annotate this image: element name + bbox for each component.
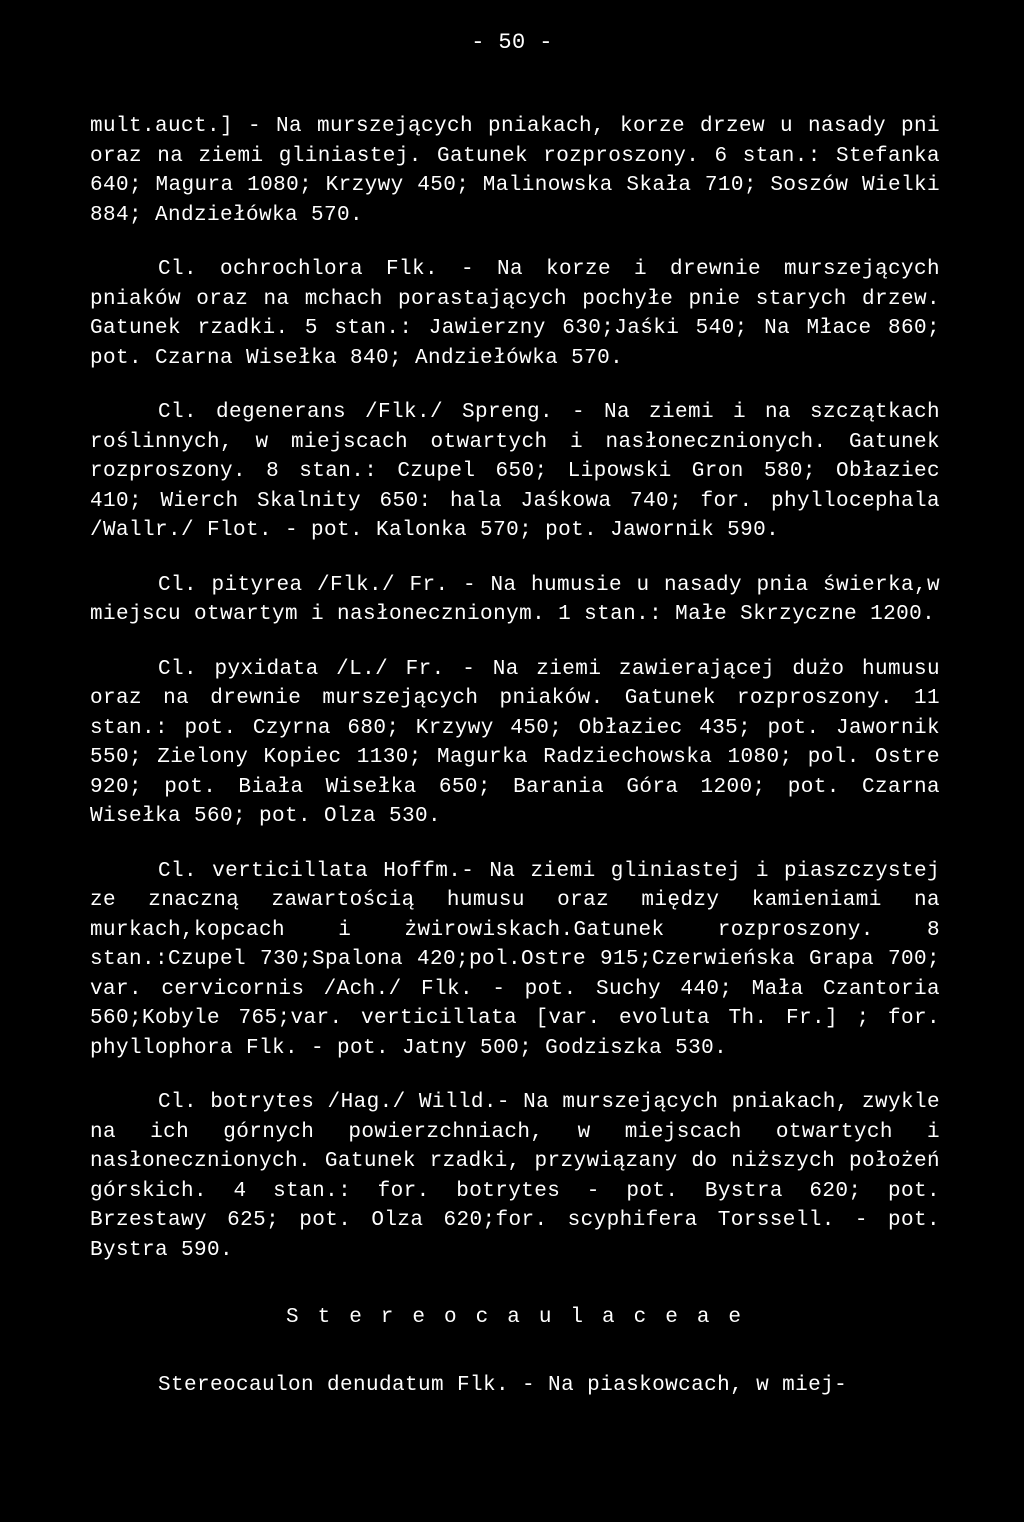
paragraph-stereocaulon-denudatum: Stereocaulon denudatum Flk. - Na piaskowcach, w miej-: [158, 1374, 848, 1397]
family-heading: Stereocaulaceae: [286, 1306, 761, 1329]
paragraph-cladonia-botrytes: Cl. botrytes /Hag./ Willd.- Na murszejących pniakach, zwykle na ich górnych powierzchniach, w miejscach otwartych i nasłonecznionych. Gatunek rzadki, przywiązany do niższych położeń górskich. 4 stan.: for. botrytes - pot. Bystra 620; pot. Brzestawy 625; pot. Olza 620;for. scyphifera Torssell. - pot. Bystra 590.: [90, 1091, 940, 1262]
paragraph-cladonia-degenerans: Cl. degenerans /Flk./ Spreng. - Na ziemi i na szczątkach roślinnych, w miejscach otwartych i nasłonecznionych. Gatunek rozproszony. 8 stan.: Czupel 650; Lipowski Gron 580; Obłaziec 410; Wierch Skalnity 650: hala Jaśkowa 740; for. phyllocephala /Wallr./ Flot. - pot. Kalonka 570; pot. Jawornik 590.: [90, 401, 940, 542]
page-number: - 50 -: [471, 30, 553, 55]
paragraph-cladonia-verticillata: Cl. verticillata Hoffm.- Na ziemi gliniastej i piaszczystej ze znaczną zawartością humusu oraz między kamieniami na murkach,kopcach i żwirowiskach.Gatunek rozproszony. 8 stan.:Czupel 730;Spalona 420;pol.Ostre 915;Czerwieńska Grapa 700; var. cervicornis /Ach./ Flk. - pot. Suchy 440; Mała Czantoria 560;Kobyle 765;var. verticillata [var. evoluta Th. Fr.] ; for. phyllophora Flk. - pot. Jatny 500; Godziszka 530.: [90, 859, 940, 1060]
body-text: [90, 112, 940, 1401]
paragraph-cladonia-pityrea: Cl. pityrea /Flk./ Fr. - Na humusie u nasady pnia świerka,w miejscu otwartym i nasłonecznionym. 1 stan.: Małe Skrzyczne 1200.: [90, 573, 940, 626]
paragraph-cladonia-ochrochlora: Cl. ochrochlora Flk. - Na korze i drewnie murszejących pniaków oraz na mchach porastających pochyłe pnie starych drzew. Gatunek rzadki. 5 stan.: Jawierzny 630;Jaśki 540; Na Młace 860; pot. Czarna Wisełka 840; Andziełówka 570.: [90, 258, 940, 370]
paragraph-cladonia-continuation: mult.auct.] - Na murszejących pniakach, korze drzew u nasady pni oraz na ziemi gliniastej. Gatunek rozproszony. 6 stan.: Stefanka 640; Magura 1080; Krzywy 450; Malinowska Skała 710; Soszów Wielki 884; Andziełówka 570.: [90, 115, 940, 227]
paragraph-cladonia-pyxidata: Cl. pyxidata /L./ Fr. - Na ziemi zawierającej dużo humusu oraz na drewnie murszejących pniaków. Gatunek rozproszony. 11 stan.: pot. Czyrna 680; Krzywy 450; Obłaziec 435; pot. Jawornik 550; Zielony Kopiec 1130; Magurka Radziechowska 1080; pol. Ostre 920; pot. Biała Wisełka 650; Barania Góra 1200; pot. Czarna Wisełka 560; pot. Olza 530.: [90, 657, 940, 828]
